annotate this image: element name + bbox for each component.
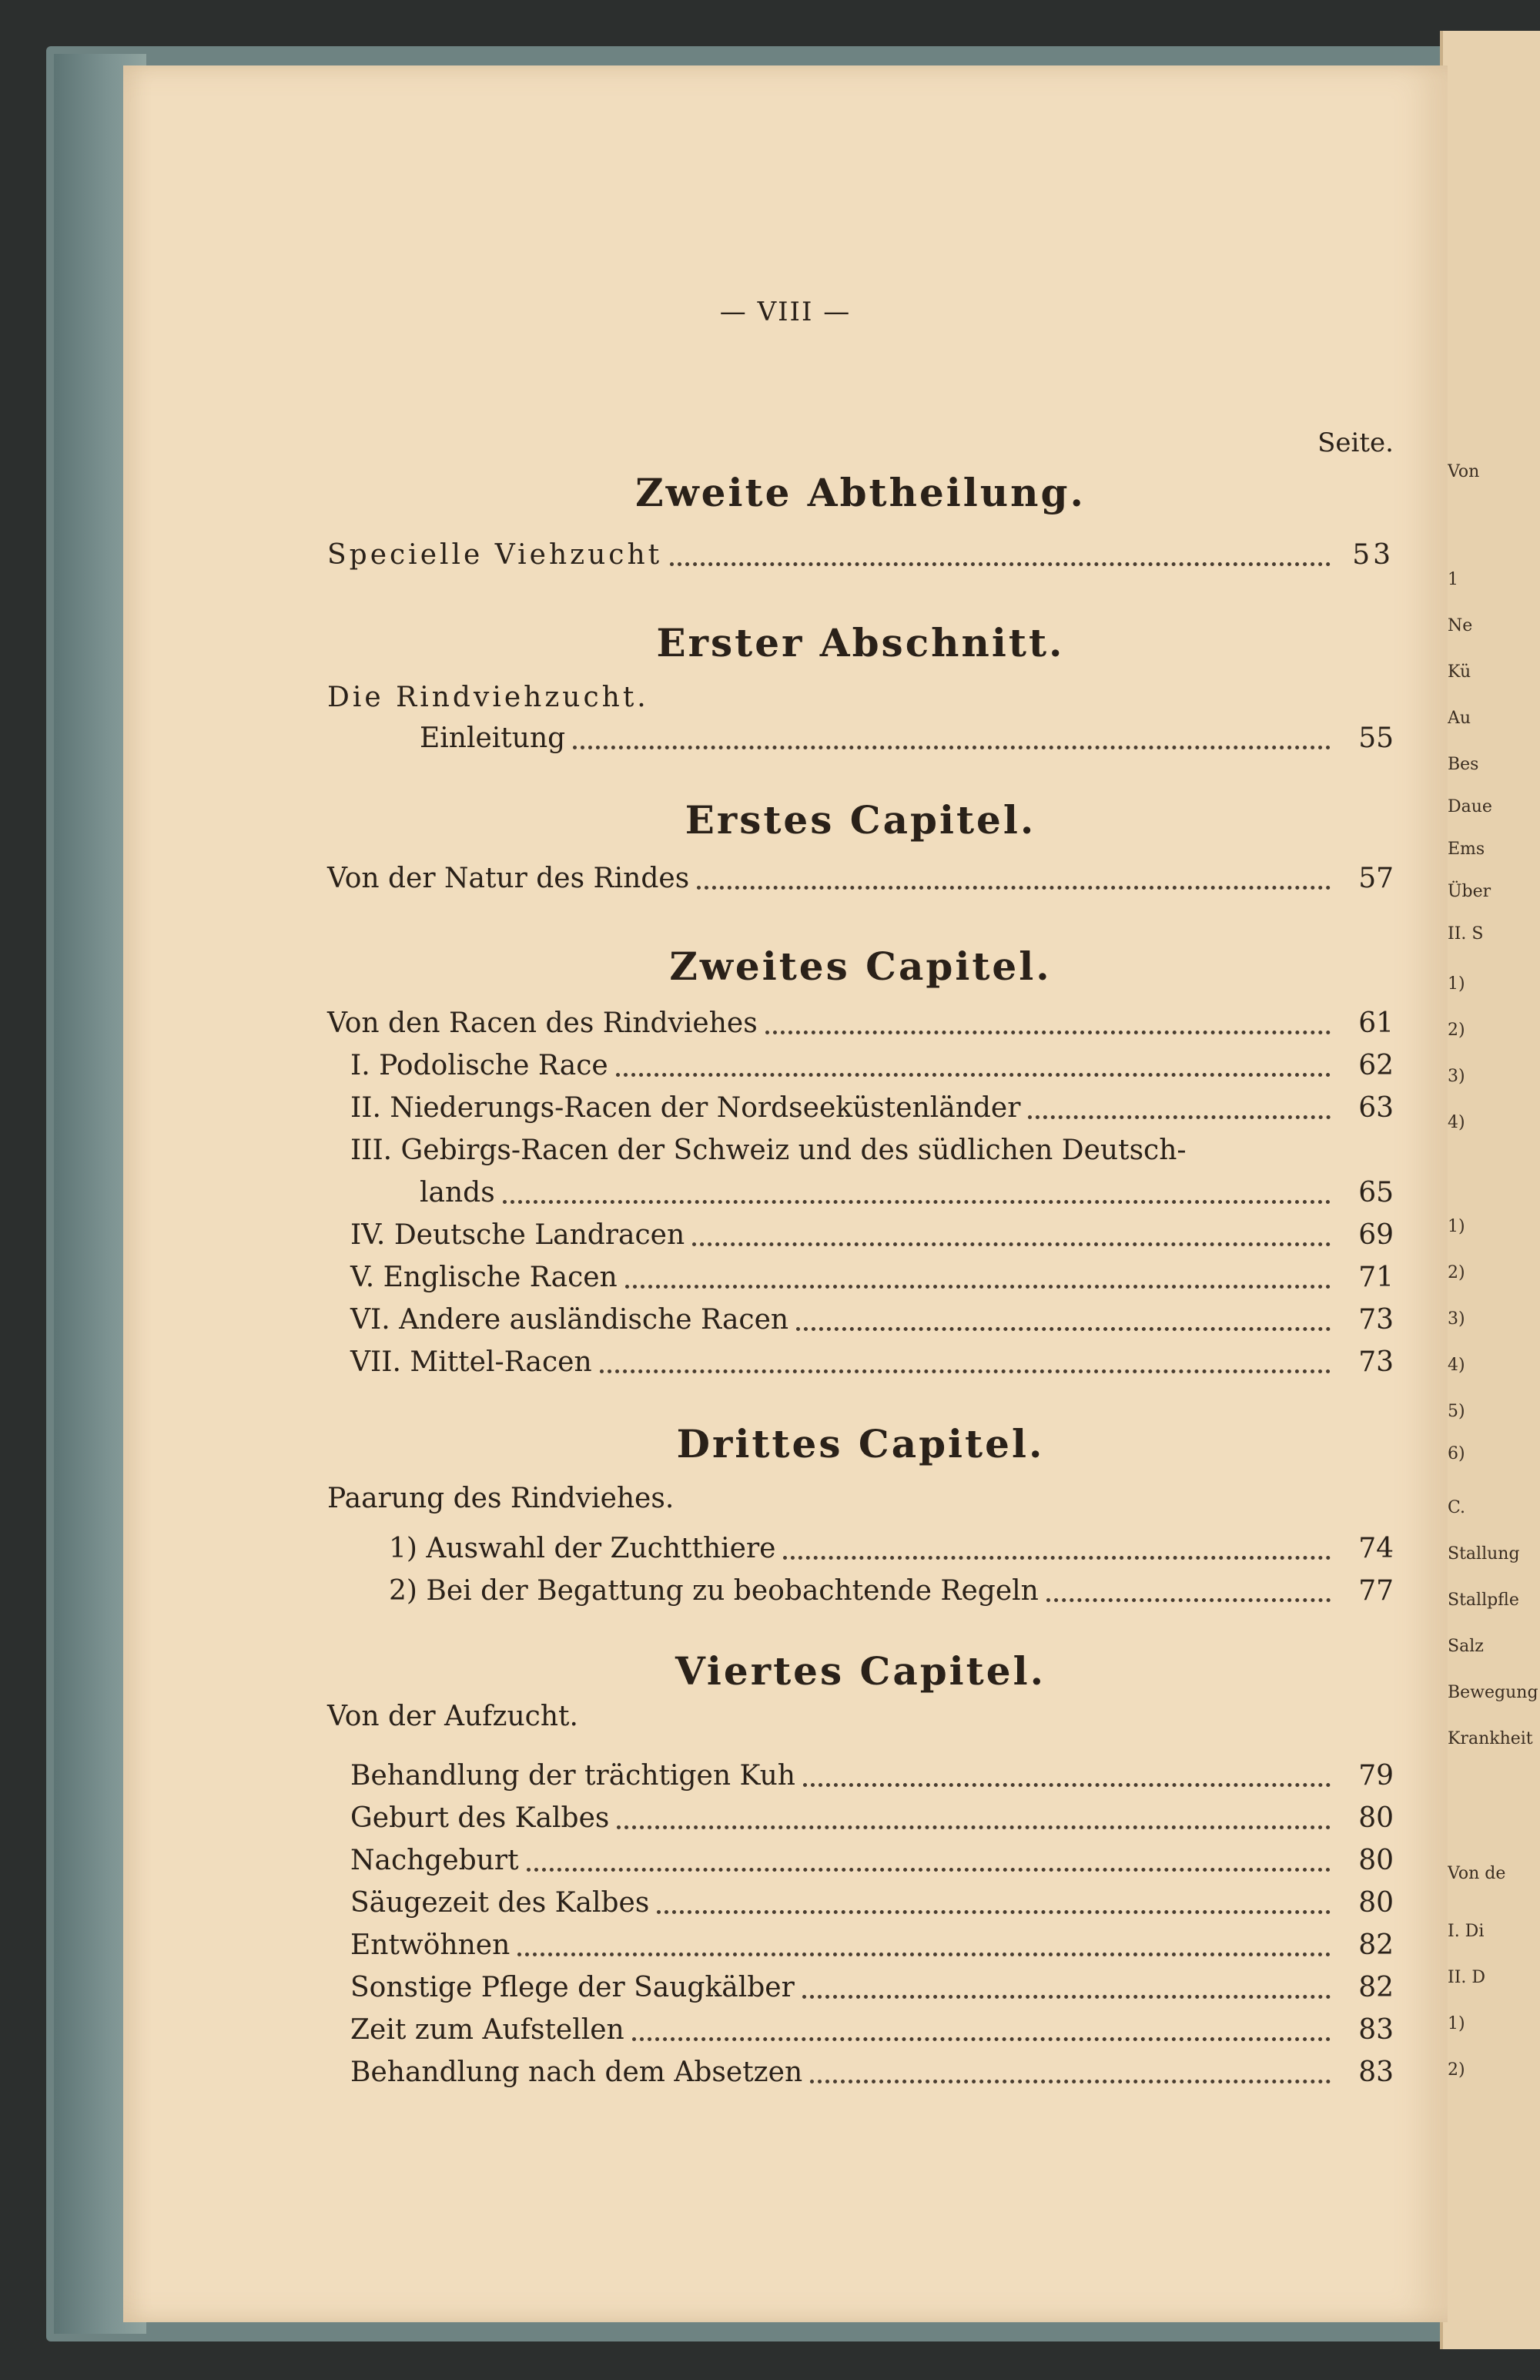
- toc-entry-label: lands: [420, 1177, 495, 1208]
- dot-leader: [1046, 1598, 1331, 1602]
- toc-entry-page: 80: [1358, 1802, 1394, 1834]
- subsection-title: Von der Aufzucht.: [327, 1701, 578, 1732]
- toc-entry-label: VII. Mittel-Racen: [350, 1346, 592, 1378]
- toc-entry-label: Einleitung: [420, 722, 566, 754]
- toc-entry: [327, 859, 1394, 899]
- toc-entry-page: 55: [1358, 722, 1394, 754]
- dot-leader: [625, 1285, 1331, 1289]
- section-heading: Erster Abschnitt.: [656, 620, 1065, 665]
- facing-fragment: 1): [1448, 974, 1465, 994]
- facing-page: [1440, 31, 1540, 2349]
- toc-entry-label: Behandlung nach dem Absetzen: [350, 2057, 803, 2088]
- toc-entry: [350, 1883, 1394, 1923]
- toc-entry-label: Von den Racen des Rindviehes: [327, 1007, 758, 1039]
- toc-entry-label: Specielle Viehzucht: [327, 539, 663, 571]
- toc-entry-label: III. Gebirgs-Racen der Schweiz und des südlichen Deutsch-: [350, 1135, 1187, 1166]
- toc-entry-label: Säugezeit des Kalbes: [350, 1887, 650, 1919]
- facing-fragment: 4): [1448, 1113, 1465, 1132]
- facing-fragment: Von de: [1448, 1864, 1506, 1883]
- toc-entry-page: 74: [1358, 1533, 1394, 1564]
- section-heading: Zweite Abtheilung.: [635, 470, 1086, 515]
- dot-leader: [697, 886, 1331, 890]
- toc-entry-page: 77: [1358, 1575, 1394, 1607]
- toc-entry-page: 57: [1358, 863, 1394, 894]
- toc-entry: [389, 1571, 1394, 1611]
- toc-entry-page: 62: [1358, 1050, 1394, 1081]
- facing-fragment: Stallung: [1448, 1544, 1520, 1564]
- toc-entry-page: 80: [1358, 1845, 1394, 1876]
- facing-fragment: 2): [1448, 1263, 1465, 1282]
- facing-fragment: 1): [1448, 1217, 1465, 1236]
- dot-leader: [632, 2037, 1331, 2041]
- toc-entry-page: 63: [1358, 1092, 1394, 1124]
- toc-entry: [350, 1300, 1394, 1340]
- facing-fragment: Stallpfle: [1448, 1591, 1519, 1610]
- facing-fragment: II. D: [1448, 1968, 1486, 1987]
- toc-entry: [350, 1798, 1394, 1839]
- toc-entry: [350, 1343, 1394, 1383]
- chapter-heading: Erstes Capitel.: [685, 797, 1036, 843]
- dot-leader: [796, 1327, 1331, 1331]
- toc-entry: [350, 1258, 1394, 1298]
- dot-leader: [692, 1242, 1331, 1246]
- facing-fragment: C.: [1448, 1498, 1466, 1517]
- toc-entry: [327, 1004, 1394, 1044]
- page-number: — VIII —: [719, 297, 852, 327]
- book-page: [123, 65, 1448, 2322]
- dot-leader: [765, 1031, 1331, 1034]
- facing-fragment: II. S: [1448, 924, 1484, 944]
- toc-entry: [327, 535, 1394, 575]
- toc-entry-page: 65: [1358, 1177, 1394, 1208]
- facing-fragment: 2): [1448, 1021, 1465, 1040]
- facing-fragment: 3): [1448, 1309, 1465, 1329]
- dot-leader: [527, 1868, 1331, 1872]
- toc-entry-label: Behandlung der trächtigen Kuh: [350, 1760, 795, 1792]
- toc-entry-page: 82: [1358, 1929, 1394, 1961]
- toc-entry-label: Entwöhnen: [350, 1929, 511, 1961]
- toc-entry: [350, 1841, 1394, 1881]
- toc-entry-label: Zeit zum Aufstellen: [350, 2014, 624, 2046]
- toc-entry: [350, 1215, 1394, 1255]
- dot-leader: [803, 1783, 1331, 1787]
- dot-leader: [617, 1825, 1331, 1829]
- dot-leader: [810, 2080, 1331, 2083]
- toc-entry-label: V. Englische Racen: [350, 1262, 618, 1293]
- facing-fragment: Kü: [1448, 662, 1471, 682]
- facing-fragment: Bewegung: [1448, 1683, 1538, 1702]
- toc-entry-label: I. Podolische Race: [350, 1050, 608, 1081]
- facing-fragment: Ems: [1448, 840, 1485, 859]
- facing-fragment: Über: [1448, 882, 1491, 901]
- facing-fragment: Salz: [1448, 1637, 1484, 1656]
- toc-entry: [350, 1756, 1394, 1796]
- toc-entry-label: 1) Auswahl der Zuchtthiere: [389, 1533, 776, 1564]
- toc-entry-page: 73: [1358, 1304, 1394, 1336]
- toc-entry: [350, 1968, 1394, 2008]
- toc-entry-label: Nachgeburt: [350, 1845, 519, 1876]
- toc-entry-page: 53: [1352, 539, 1394, 571]
- toc-entry-label: IV. Deutsche Landracen: [350, 1219, 685, 1251]
- dot-leader: [802, 1995, 1331, 1999]
- facing-fragment: Au: [1448, 709, 1471, 728]
- toc-entry: [350, 1926, 1394, 1966]
- dot-leader: [783, 1556, 1331, 1560]
- facing-fragment: 3): [1448, 1067, 1465, 1086]
- facing-fragment: 6): [1448, 1444, 1465, 1463]
- toc-entry-page: 69: [1358, 1219, 1394, 1251]
- toc-entry-page: 73: [1358, 1346, 1394, 1378]
- subsection-title: Die Rindviehzucht.: [327, 682, 649, 713]
- toc-entry-page: 80: [1358, 1887, 1394, 1919]
- toc-entry-label: 2) Bei der Begattung zu beobachtende Regeln: [389, 1575, 1039, 1607]
- dot-leader: [503, 1200, 1331, 1204]
- facing-fragment: Daue: [1448, 797, 1492, 816]
- toc-entry-label: Sonstige Pflege der Saugkälber: [350, 1972, 795, 2003]
- toc-entry-label: VI. Andere ausländische Racen: [350, 1304, 789, 1336]
- toc-entry: [350, 1046, 1394, 1086]
- dot-leader: [657, 1910, 1331, 1914]
- toc-entry-label: II. Niederungs-Racen der Nordseeküstenländer: [350, 1092, 1021, 1124]
- dot-leader: [670, 562, 1331, 566]
- toc-entry: [350, 2010, 1394, 2050]
- toc-entry-page: 61: [1358, 1007, 1394, 1039]
- facing-fragment: 4): [1448, 1356, 1465, 1375]
- chapter-heading: Drittes Capitel.: [676, 1421, 1045, 1467]
- facing-fragment: 5): [1448, 1402, 1465, 1421]
- facing-fragment: 1): [1448, 2014, 1465, 2033]
- dot-leader: [573, 746, 1331, 749]
- toc-entry: [420, 719, 1394, 759]
- toc-entry: [350, 1088, 1394, 1128]
- chapter-heading: Zweites Capitel.: [669, 944, 1052, 989]
- dot-leader: [600, 1369, 1331, 1373]
- facing-fragment: Ne: [1448, 616, 1473, 635]
- dot-leader: [517, 1953, 1331, 1956]
- toc-entry: [420, 1173, 1394, 1213]
- toc-entry-page: 83: [1358, 2014, 1394, 2046]
- facing-fragment: Bes: [1448, 755, 1479, 774]
- toc-entry: [350, 2053, 1394, 2093]
- seite-column-label: Seite.: [1317, 427, 1394, 458]
- toc-entry: [389, 1529, 1394, 1569]
- toc-entry-page: 82: [1358, 1972, 1394, 2003]
- facing-fragment: 1: [1448, 570, 1458, 589]
- subsection-title: Paarung des Rindviehes.: [327, 1483, 675, 1514]
- dot-leader: [616, 1073, 1331, 1077]
- facing-fragment: Krankheit: [1448, 1729, 1533, 1748]
- toc-entry-label: Geburt des Kalbes: [350, 1802, 610, 1834]
- facing-fragment: 2): [1448, 2060, 1465, 2080]
- facing-fragment: I. Di: [1448, 1922, 1485, 1941]
- toc-entry-page: 79: [1358, 1760, 1394, 1792]
- toc-entry-page: 83: [1358, 2057, 1394, 2088]
- toc-entry-page: 71: [1358, 1262, 1394, 1293]
- toc-entry-label: Von der Natur des Rindes: [327, 863, 690, 894]
- chapter-heading: Viertes Capitel.: [675, 1648, 1046, 1694]
- facing-fragment: Von: [1448, 462, 1480, 481]
- dot-leader: [1028, 1115, 1331, 1119]
